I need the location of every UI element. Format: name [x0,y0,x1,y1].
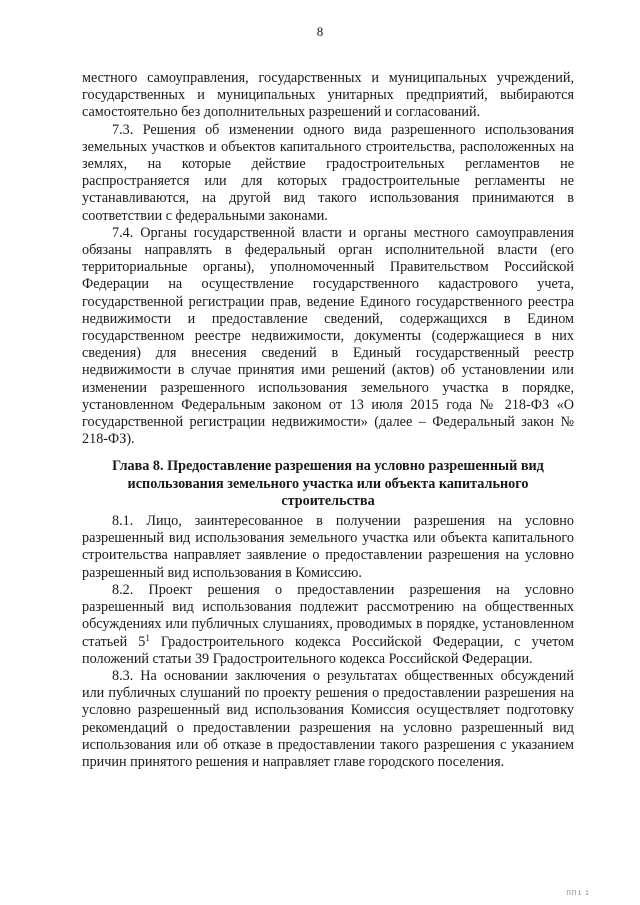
paragraph-intro: местного самоуправления, государственных и муниципальных учреждений, государственных и муниципальных унитарных предприятий, выбираются самостоятельно без дополнительных разрешений и согласований. [82,70,574,121]
paragraph-8-3: 8.3. На основании заключения о результатах общественных обсуждений или публичных слушаний по проекту решения о предоставлении разрешения на условно разрешенный вид использования Комиссия осуществляет подготовку рекомендаций о предоставлении разрешения на условно разрешенный вид использования или об отказе в предоставлении такого разрешения с указанием причин принятого решения и направляет главе городского поселения. [82,667,574,770]
corner-mark: ПП1 1 [566,890,590,897]
page-number: 8 [316,24,324,39]
paragraph-8-2 [82,582,574,668]
article-superscript: 1 [145,632,150,643]
chapter-heading: Глава 8. Предоставление разрешения на условно разрешенный вид использования земельного участка или объекта капитального строительства [112,458,544,509]
paragraph-7-4: 7.4. Органы государственной власти и органы местного самоуправления обязаны направлять в федеральный орган исполнительной власти (его территориальные органы), уполномоченный Правительством Российской Федерации на осуществление государственного кадастрового учета, государственной регистрации прав, ведение Единого государственного реестра недвижимости и предоставление сведений, содержащихся в Едином государственном реестре недвижимости, документы (содержащиеся в них сведения) для внесения сведений в Единый государственный реестр недвижимости в случае принятия ими решений (актов) об установлении или изменении разрешенного использования земельного участка в порядке, установленном Федеральным законом от 13 июля 2015 года № 218-ФЗ «О государственной регистрации недвижимости» (далее – Федеральный закон № 218-ФЗ). [82,224,574,448]
paragraph-7-3: 7.3. Решения об изменении одного вида разрешенного использования земельных участков и объектов капитального строительства, расположенных на землях, на которые действие градостроительных регламентов не распространяется или для которых градостроительные регламенты не устанавливаются, на другой вид такого использования принимаются в соответствии с федеральными законами. [82,121,574,224]
paragraph-8-1: 8.1. Лицо, заинтересованное в получении разрешения на условно разрешенный вид использования земельного участка или объекта капитального строительства направляет заявление о предоставлении разрешения на условно разрешенный вид использования в Комиссию. [82,513,574,581]
paragraph-8-2-part2: Градостроительного кодекса Российской Федерации, с учетом положений статьи 39 Градостроительного кодекса Российской Федерации. [82,633,574,667]
document-body [82,70,574,771]
paragraph-8-2-part1: 8.2. Проект решения о предоставлении разрешения на условно разрешенный вид использования подлежит рассмотрению на общественных обсуждениях или публичных слушаниях, проводимых в порядке, установленном статьей 5 [82,581,574,650]
